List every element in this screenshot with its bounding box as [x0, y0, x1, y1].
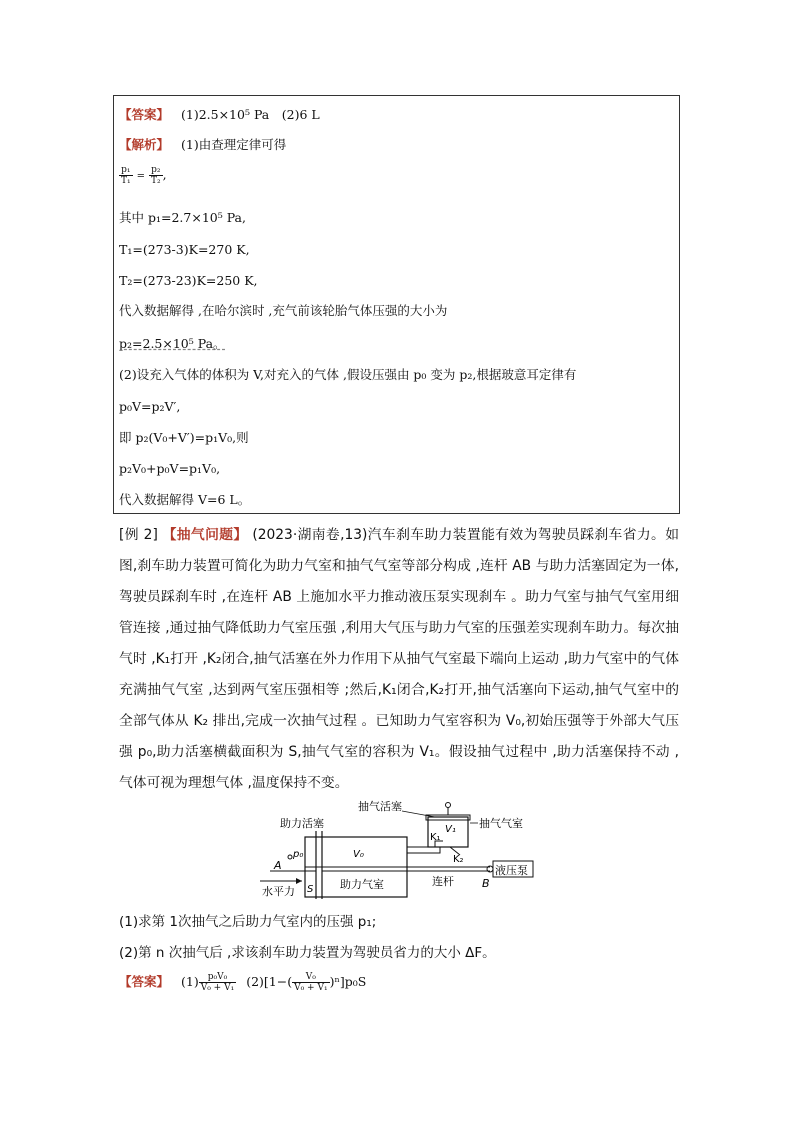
- label-pump-chamber: 抽气气室: [479, 817, 523, 830]
- question-2: (2)第 n 次抽气后 ,求该刹车助力装置为驾驶员省力的大小 ΔF。: [119, 945, 496, 961]
- line-eq1: p₀V=p₂V′,: [119, 399, 181, 414]
- label-V1: V₁: [445, 824, 456, 835]
- example-paragraph: [119, 520, 679, 799]
- label-B: B: [482, 877, 490, 890]
- label-K1: K₁: [430, 832, 441, 843]
- final-a1-den: V₀ + V₁: [200, 983, 235, 993]
- final-answer-tag: 【答案】: [119, 974, 170, 989]
- final-a2-suffix: )ⁿ]p₀S: [329, 974, 367, 989]
- label-V0: V₀: [353, 849, 364, 860]
- example-tag: 【抽气问题】: [162, 527, 248, 543]
- question-1: (1)求第 1次抽气之后助力气室内的压强 p₁;: [119, 914, 377, 930]
- analysis-intro: (1)由查理定律可得: [181, 137, 287, 152]
- final-a2-num: V₀: [292, 972, 329, 983]
- example-body: 汽车刹车助力装置能有效为驾驶员踩刹车省力。如图,刹车助力装置可简化为助力气室和抽气气室等部分构成 ,连杆 AB 与助力活塞固定为一体,驾驶员踩刹车时 ,在连杆 AB 上施加水平力推动液压泵实现刹车 。助力气室与抽气气室用细管连接 ,通过抽气降低助力气室压强 ,利用大气压与助力气室的压强差实现刹车助力。每次抽气时 ,K₁打开 ,K₂闭合,抽气活塞在外力作用下从抽气气室最下端向上运动 ,助力气室中的气体充满抽气气室 ,达到两气室压强相等 ;然后,K₁闭合,K₂打开,抽气活塞向下运动,抽气气室中的全部气体从 K₂ 排出,完成一次抽气过程 。已知助力气室容积为 V₀,初始压强等于外部大气压强 p₀,助力活塞横截面积为 S,抽气气室的容积为 V₁。假设抽气过程中 ,助力活塞保持不动 ,气体可视为理想气体 ,温度保持不变。: [119, 527, 680, 791]
- line-T1: T₁=(273-3)K=270 K,: [119, 242, 250, 257]
- label-S: S: [307, 884, 314, 895]
- frac-p2: p₂: [149, 165, 163, 176]
- frac-T1: T₁: [121, 176, 131, 186]
- final-a1-prefix: (1): [181, 974, 199, 989]
- line-solve1: 代入数据解得 ,在哈尔滨时 ,充气前该轮胎气体压强的大小为: [119, 303, 448, 318]
- line-p2: p₂=2.5×10⁵ Pa。: [119, 336, 226, 351]
- final-answer-line: [119, 972, 366, 993]
- answer-line: [119, 107, 320, 123]
- analysis-tag: 【解析】: [119, 137, 170, 152]
- line-p1: 其中 p₁=2.7×10⁵ Pa,: [119, 210, 246, 225]
- label-assist-piston: 助力活塞: [280, 817, 324, 830]
- final-a2-den: V₀ + V₁: [294, 983, 328, 993]
- brake-booster-diagram: [250, 795, 550, 900]
- frac-T2: T₂: [150, 176, 161, 186]
- label-A: A: [274, 859, 282, 872]
- line-eq2: 即 p₂(V₀+V′)=p₁V₀,则: [119, 430, 249, 445]
- frac-p1: p₁: [119, 165, 133, 176]
- line-part2: (2)设充入气体的体积为 V,对充入的气体 ,假设压强由 p₀ 变为 p₂,根据玻意耳定律有: [119, 367, 577, 382]
- label-K2: K₂: [453, 854, 464, 865]
- label-hydraulic-pump: 液压泵: [495, 864, 528, 877]
- line-T2: T₂=(273-23)K=250 K,: [119, 273, 258, 288]
- answer-tag: 【答案】: [119, 107, 170, 122]
- final-a1-num: p₀V₀: [199, 972, 236, 983]
- example-label: [例 2]: [119, 527, 158, 543]
- label-assist-chamber: 助力气室: [340, 878, 384, 891]
- analysis-line: [119, 137, 286, 153]
- label-rod: 连杆: [432, 875, 454, 888]
- line-eq3: p₂V₀+p₀V=p₁V₀,: [119, 461, 221, 476]
- example-source: (2023·湖南卷,13): [252, 527, 368, 543]
- final-a2-prefix: (2)[1−(: [246, 974, 293, 989]
- line-solve2: 代入数据解得 V=6 L。: [119, 492, 251, 507]
- charles-law-equation: $\frac{\text{p₁}}{\text{T₁}}$ = $\frac{\text{p₂}}{\text{T₂}}$ ,: [121, 165, 167, 186]
- answer-text: (1)2.5×10⁵ Pa (2)6 L: [181, 107, 320, 122]
- label-pump-piston: 抽气活塞: [358, 800, 402, 813]
- label-p0: p₀: [293, 849, 304, 860]
- label-horizontal-force: 水平力: [262, 885, 295, 898]
